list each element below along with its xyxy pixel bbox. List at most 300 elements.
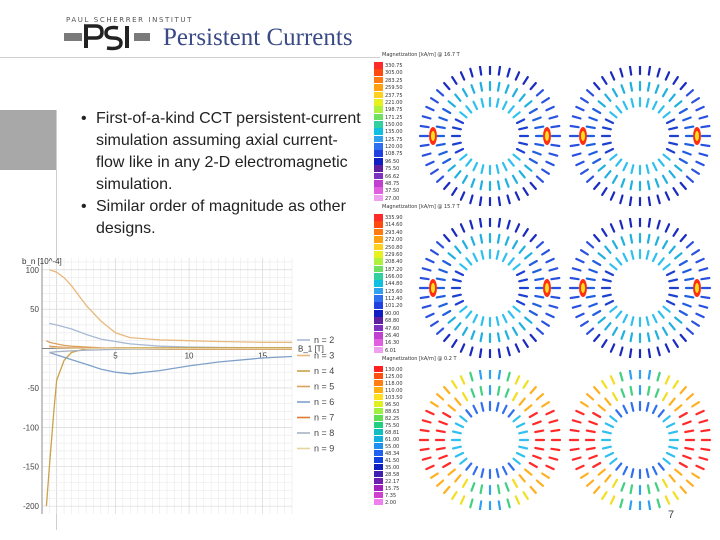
conductor-strand [535, 448, 543, 449]
colorbar-swatch [374, 69, 383, 76]
conductor-strand [685, 127, 693, 128]
colorbar-label: 330.75 [385, 63, 403, 69]
conductor-strand [620, 500, 622, 508]
conductor-strand [503, 406, 507, 413]
conductor-strand [647, 469, 649, 477]
colorbar-label: 305.00 [385, 70, 403, 77]
colorbar-swatch [374, 214, 383, 221]
conductor-strand [439, 304, 447, 307]
colorbar-swatch [374, 121, 383, 128]
conductor-strand [630, 349, 631, 357]
conductor-strand [516, 192, 519, 199]
conductor-strand [421, 126, 429, 127]
field-map-caption: Magnetization [kA/m] @ 16.7 T [382, 52, 460, 58]
conductor-strand [700, 154, 708, 156]
colorbar-label: 47.60 [385, 325, 400, 332]
conductor-strand [517, 453, 524, 457]
conductor-strand [664, 459, 670, 464]
coil-cross-section [420, 66, 560, 206]
conductor-strand [603, 295, 611, 297]
conductor-strand [537, 177, 543, 182]
y-tick-label: 100 [25, 265, 39, 275]
conductor-strand [423, 268, 431, 270]
conductor-strand [647, 165, 649, 173]
colorbar-label: 125.60 [385, 288, 403, 295]
colorbar-label: 28.58 [385, 472, 400, 478]
conductor-strand [437, 394, 443, 399]
conductor-strand [444, 235, 449, 241]
conductor-strand [519, 295, 527, 297]
conductor-strand [692, 250, 699, 254]
conductor-strand [647, 317, 649, 325]
colorbar-swatch [374, 106, 383, 113]
conductor-strand [460, 112, 466, 117]
conductor-strand [421, 430, 429, 431]
conductor-strand [497, 165, 499, 173]
conductor-strand [426, 411, 433, 414]
conductor-strand [589, 118, 597, 121]
colorbar-label: 125.00 [385, 374, 403, 380]
conductor-strand [525, 101, 531, 106]
conductor-strand [482, 469, 484, 477]
colorbar-swatch [374, 273, 383, 280]
conductor-strand [680, 463, 687, 467]
colorbar-swatch [374, 408, 383, 414]
conductor-strand [444, 387, 449, 393]
conductor-strand [648, 83, 649, 91]
conductor-strand [685, 296, 693, 297]
conductor-strand [647, 251, 649, 259]
conductor-strand [426, 466, 433, 469]
conductor-strand [648, 235, 649, 243]
conductor-strand [439, 270, 447, 273]
conductor-strand [658, 373, 660, 381]
conductor-strand [517, 120, 524, 124]
conductor-strand [605, 323, 610, 329]
conductor-strand [513, 176, 517, 183]
conductor-strand [681, 387, 686, 393]
conductor-strand [594, 387, 599, 393]
conductor-strand [460, 416, 466, 421]
conductor-strand [443, 413, 450, 417]
conductor-strand [456, 120, 463, 124]
conductor-strand [605, 475, 610, 481]
conductor-strand [610, 264, 616, 269]
conductor-strand [514, 112, 520, 117]
colorbar-swatch [374, 347, 383, 354]
bore [616, 264, 664, 312]
conductor-strand [546, 466, 553, 469]
colorbar-swatch [374, 143, 383, 150]
conductor-strand [461, 72, 464, 79]
conductor-strand [674, 77, 678, 84]
conductor-strand [613, 241, 617, 248]
conductor-strand [656, 85, 659, 93]
conductor-strand [659, 160, 664, 166]
conductor-strand [667, 301, 674, 305]
conductor-strand [455, 323, 460, 329]
magnetization-field-panel [415, 66, 715, 206]
conductor-strand [461, 496, 464, 503]
conductor-strand [648, 387, 649, 395]
field-hotspot [581, 131, 585, 141]
conductor-strand [506, 237, 509, 245]
conductor-strand [664, 155, 670, 160]
field-hotspot [581, 283, 585, 293]
conductor-strand [474, 102, 478, 109]
conductor-strand [663, 480, 667, 487]
colorbar-swatch [374, 422, 383, 428]
conductor-strand [653, 102, 657, 109]
conductor-strand [444, 335, 449, 341]
conductor-strand [463, 89, 467, 96]
conductor-strand [444, 183, 449, 189]
conductor-strand [426, 162, 433, 165]
conductor-strand [681, 183, 686, 189]
x-axis-label: B_1 [T] [298, 344, 324, 354]
colorbar-label: 82.25 [385, 416, 400, 422]
conductor-strand [550, 268, 558, 270]
colorbar-label: 314.60 [385, 222, 403, 229]
conductor-strand [606, 149, 613, 153]
conductor-strand [437, 177, 443, 182]
conductor-strand [603, 432, 611, 434]
conductor-strand [594, 235, 599, 241]
colorbar-swatch [374, 288, 383, 295]
conductor-strand [474, 406, 478, 413]
conductor-strand [431, 170, 438, 174]
conductor-strand [659, 464, 664, 470]
colorbar-label: 68.80 [385, 318, 400, 325]
conductor-strand [542, 402, 549, 406]
conductor-strand [606, 424, 613, 428]
colorbar-swatch [374, 236, 383, 243]
conductor-strand [589, 152, 597, 155]
field-map-caption: Magnetization [kA/m] @ 15.7 T [382, 204, 460, 210]
conductor-strand [620, 373, 622, 381]
colorbar-swatch [374, 221, 383, 228]
conductor-strand [649, 67, 650, 75]
conductor-strand [449, 318, 455, 323]
conductor-strand [576, 162, 583, 165]
conductor-strand [622, 85, 625, 93]
conductor-strand [520, 171, 525, 177]
field-map-caption: Magnetization [kA/m] @ 0.2 T [382, 356, 457, 362]
conductor-strand [519, 128, 527, 130]
colorbar-label: 68.81 [385, 430, 400, 436]
colorbar-label: 208.40 [385, 259, 403, 266]
conductor-strand [681, 335, 686, 341]
conductor-strand [594, 335, 599, 341]
conductor-strand [470, 196, 472, 204]
conductor-strand [456, 149, 463, 153]
conductor-strand [443, 159, 450, 163]
colorbar-label: 187.20 [385, 266, 403, 273]
conductor-strand [571, 145, 579, 146]
conductor-strand [509, 410, 514, 416]
conductor-strand [613, 89, 617, 96]
conductor-strand [524, 381, 528, 388]
colorbar-label: 250.80 [385, 244, 403, 251]
conductor-strand [509, 312, 514, 318]
conductor-strand [620, 69, 622, 77]
colorbar-label: 2.00 [385, 500, 397, 506]
conductor-strand [551, 297, 559, 298]
colorbar-swatch [374, 99, 383, 106]
series-line [49, 270, 292, 343]
conductor-strand [632, 165, 634, 173]
conductor-strand [525, 405, 531, 410]
conductor-strand [602, 188, 606, 195]
conductor-strand [658, 196, 660, 204]
conductor-strand [550, 458, 558, 460]
conductor-strand [669, 447, 677, 449]
colorbar-label: 26.40 [385, 332, 400, 339]
conductor-strand [622, 179, 625, 187]
conductor-strand [481, 83, 482, 91]
conductor-strand [573, 420, 581, 422]
conductor-strand [656, 179, 659, 187]
conductor-strand [525, 318, 531, 323]
conductor-strand [611, 376, 614, 383]
conductor-strand [696, 259, 703, 262]
conductor-strand [482, 99, 484, 107]
conductor-strand [466, 106, 471, 112]
conductor-strand [605, 399, 610, 405]
conductor-strand [616, 312, 621, 318]
colorbar-swatch [374, 165, 383, 172]
legend-entry: n = 9 [314, 443, 335, 454]
conductor-strand [531, 235, 536, 241]
conductor-strand [514, 416, 520, 421]
conductor-strand [622, 237, 625, 245]
conductor-strand [589, 456, 597, 459]
conductor-strand [674, 492, 678, 499]
conductor-strand [632, 251, 634, 259]
bullet-item: • Similar order of magnitude as other designs. [76, 196, 366, 240]
colorbar-swatch [374, 295, 383, 302]
colorbar-label: 198.75 [385, 107, 403, 114]
conductor-strand [514, 307, 520, 312]
conductor-strand [670, 247, 675, 253]
conductor-strand [482, 165, 484, 173]
colorbar-swatch [374, 436, 383, 442]
conductor-strand [587, 279, 595, 280]
conductor-strand [470, 221, 472, 229]
colorbar-swatch [374, 280, 383, 287]
conductor-strand [680, 109, 687, 113]
conductor-strand [663, 241, 667, 248]
colorbar-label: 88.63 [385, 409, 400, 415]
conductor-strand [530, 159, 537, 163]
conductor-strand [482, 317, 484, 325]
conductor-strand [498, 181, 499, 189]
colorbar-label: 118.00 [385, 381, 403, 387]
conductor-strand [444, 83, 449, 89]
conductor-strand [514, 264, 520, 269]
conductor-strand [542, 98, 549, 102]
colorbar-label: 293.40 [385, 229, 403, 236]
conductor-strand [606, 453, 613, 457]
bullet-list [76, 108, 366, 240]
conductor-strand [480, 67, 481, 75]
conductor-strand [611, 344, 614, 351]
conductor-strand [498, 485, 499, 493]
conductor-strand [470, 373, 472, 381]
conductor-strand [611, 72, 614, 79]
conductor-strand [675, 470, 681, 475]
conductor-strand [503, 254, 507, 261]
conductor-strand [587, 481, 593, 486]
colorbar-label: 7.35 [385, 493, 397, 499]
conductor-strand [530, 413, 537, 417]
conductor-strand [517, 149, 524, 153]
legend-entry: n = 3 [314, 350, 335, 361]
conductor-strand [576, 466, 583, 469]
conductor-strand [687, 394, 693, 399]
conductor-strand [687, 481, 693, 486]
conductor-strand [524, 188, 528, 195]
conductor-strand [599, 166, 605, 171]
conductor-strand [423, 154, 431, 156]
conductor-strand [610, 307, 616, 312]
psi-logo-mark-icon [62, 16, 152, 54]
colorbar-swatch [374, 443, 383, 449]
conductor-strand [423, 420, 431, 422]
conductor-strand [653, 254, 657, 261]
conductor-strand [461, 376, 464, 383]
conductor-strand [632, 99, 634, 107]
conductor-strand [508, 373, 510, 381]
conductor-strand [587, 144, 595, 145]
conductor-strand [602, 340, 606, 347]
conductor-strand [687, 90, 693, 95]
conductor-strand [506, 331, 509, 339]
conductor-strand [421, 145, 429, 146]
conductor-strand [480, 197, 481, 205]
conductor-strand [664, 307, 670, 312]
conductor-strand [520, 95, 525, 101]
colorbar-label: 108.75 [385, 151, 403, 158]
colorbar-swatch [374, 258, 383, 265]
conductor-strand [616, 464, 621, 470]
conductor-strand [581, 474, 588, 478]
colorbar-label: 221.00 [385, 99, 403, 106]
conductor-strand [576, 314, 583, 317]
conductor-strand [701, 297, 709, 298]
conductor-strand [675, 101, 681, 106]
conductor-strand [656, 237, 659, 245]
colorbar-swatch [374, 415, 383, 421]
conductor-strand [648, 333, 649, 341]
conductor-strand [587, 394, 593, 399]
conductor-strand [453, 447, 461, 449]
colorbar-label: 75.50 [385, 423, 400, 429]
conductor-strand [620, 221, 622, 229]
conductor-strand [656, 483, 659, 491]
conductor-strand [517, 301, 524, 305]
conductor-strand [546, 259, 553, 262]
conductor-strand [455, 247, 460, 253]
page-number: 7 [668, 509, 675, 521]
conductor-strand [437, 329, 443, 334]
conductor-strand [573, 116, 581, 118]
colorbar-swatch [374, 302, 383, 309]
y-tick-label: 50 [30, 305, 39, 315]
conductor-strand [576, 107, 583, 110]
conductor-strand [499, 349, 500, 357]
conductor-strand [664, 112, 670, 117]
conductor-strand [437, 90, 443, 95]
conductor-strand [649, 371, 650, 379]
conductor-strand [519, 143, 527, 145]
conductor-strand [449, 405, 455, 410]
colorbar-swatch [374, 499, 383, 505]
colorbar-swatch [374, 195, 383, 202]
conductor-strand [656, 331, 659, 339]
conductor-strand [531, 487, 536, 493]
conductor-strand [506, 179, 509, 187]
conductor-strand [606, 301, 613, 305]
conductor-strand [480, 371, 481, 379]
colorbar-label: 101.20 [385, 303, 403, 310]
conductor-strand [437, 296, 445, 297]
conductor-strand [649, 349, 650, 357]
colorbar-label: 130.00 [385, 367, 403, 373]
conductor-strand [692, 474, 699, 478]
conductor-strand [701, 449, 709, 450]
conductor-strand [659, 106, 664, 112]
conductor-strand [663, 89, 667, 96]
legend-entry: n = 2 [314, 335, 335, 345]
conductor-strand [533, 304, 541, 307]
conductor-strand [455, 95, 460, 101]
y-tick-label: -50 [27, 383, 39, 393]
conductor-strand [514, 155, 520, 160]
conductor-strand [542, 322, 549, 326]
colorbar-label: 335.90 [385, 215, 403, 221]
conductor-strand [613, 328, 617, 335]
conductor-strand [589, 304, 597, 307]
conductor-strand [687, 329, 693, 334]
conductor-strand [581, 98, 588, 102]
conductor-strand [474, 315, 478, 322]
conductor-strand [581, 322, 588, 326]
conductor-strand [605, 247, 610, 253]
colorbar-swatch [374, 136, 383, 143]
field-hotspot [695, 283, 699, 293]
colorbar-label: 66.62 [385, 173, 400, 180]
legend-entry: n = 4 [314, 366, 335, 376]
conductor-strand [421, 278, 429, 279]
conductor-strand [616, 106, 621, 112]
y-tick-label: -200 [22, 502, 39, 512]
conductor-strand [593, 159, 600, 163]
conductor-strand [517, 272, 524, 276]
conductor-strand [499, 197, 500, 205]
colorbar-label: 283.25 [385, 77, 403, 84]
conductor-strand [611, 496, 614, 503]
conductor-strand [571, 297, 579, 298]
conductor-strand [648, 485, 649, 493]
conductor-strand [616, 258, 621, 264]
conductor-strand [525, 470, 531, 475]
conductor-strand [508, 196, 510, 204]
conductor-strand [423, 306, 431, 308]
conductor-strand [683, 152, 691, 155]
colorbar-label: 125.75 [385, 136, 403, 143]
colorbar-swatch [374, 187, 383, 194]
